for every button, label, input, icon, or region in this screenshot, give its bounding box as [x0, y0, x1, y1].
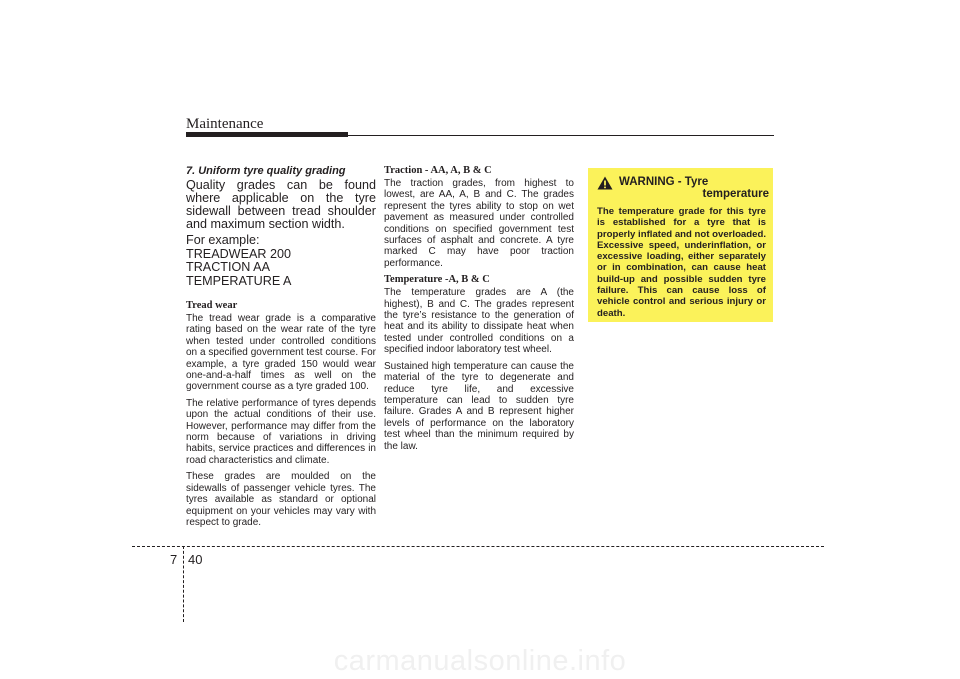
- treadwear-paragraph-3: These grades are moulded on the sidewalls of passenger vehicle tyres. The tyres available as standard or optional equipment on your vehicles may vary with respect to grade.: [186, 471, 376, 528]
- example-line-treadwear: TREADWEAR 200: [186, 246, 291, 261]
- warning-title: [619, 176, 769, 200]
- section-header-title: Maintenance: [186, 116, 264, 132]
- treadwear-heading: Tread wear: [186, 300, 238, 311]
- traction-heading: Traction - AA, A, B & C: [384, 165, 492, 176]
- footer-dashed-rule: [132, 546, 824, 547]
- example-line-temperature: TEMPERATURE A: [186, 273, 292, 288]
- example-label: For example:: [186, 233, 260, 247]
- middle-column: [384, 165, 574, 457]
- section-title: 7. Uniform tyre quality grading: [186, 165, 346, 177]
- temperature-paragraph-2: Sustained high temperature can cause the material of the tyre to degenerate and reduce tyre life, and excessive temperature can lead to sudden tyre failure. Grades A and B represent higher levels of performance on the laboratory test wheel than the minimum required by the law.: [384, 360, 574, 452]
- traction-paragraph: The traction grades, from highest to lowest, are AA, A, B and C. The grades represent the tyres ability to stop on wet pavement as measured under controlled conditions on specified government test surfaces of asphalt and concrete. A tyre marked C may have poor traction performance.: [384, 178, 574, 269]
- left-column: [186, 165, 376, 533]
- warning-title-line-2: temperature: [702, 188, 769, 200]
- footer-dashed-divider: [183, 546, 184, 622]
- warning-header: [597, 176, 769, 206]
- watermark: carmanualsonline.info: [333, 645, 627, 677]
- treadwear-paragraph-2: The relative performance of tyres depends upon the actual conditions of their use. However, performance may differ from the norm because of variations in driving habits, service practices and differences in road characteristics and climate.: [186, 397, 376, 466]
- warning-body: The temperature grade for this tyre is established for a tyre that is properly inflated and not overloaded. Excessive speed, underinflation, or excessive loading, either separately or in combination, can cause heat build-up and possible sudden tyre failure. This can cause loss of vehicle control and serious injury or death.: [597, 206, 766, 319]
- temperature-heading: Temperature -A, B & C: [384, 274, 490, 286]
- page-number: 40: [188, 552, 203, 567]
- warning-title-line-1: WARNING - Tyre: [619, 176, 709, 188]
- warning-triangle-icon: [597, 176, 613, 190]
- treadwear-paragraph-1: The tread wear grade is a comparative rating based on the wear rate of the tyre when tested under controlled conditions on a specified government test course. For example, a tyre graded 150 would wear one-and-a-half times as well on the government course as a tyre graded 100.: [186, 313, 376, 393]
- header-rule-thin: [186, 135, 774, 136]
- warning-box: [588, 168, 773, 322]
- intro-paragraph: Quality grades can be found where applicable on the tyre sidewall between tread shoulder and maximum section width.: [186, 178, 376, 231]
- example-line-traction: TRACTION AA: [186, 260, 270, 274]
- temperature-paragraph-1: The temperature grades are A (the highest), B and C. The grades represent the tyre’s resistance to the generation of heat and its ability to dissipate heat when tested under controlled conditions on a specified indoor laboratory test wheel.: [384, 287, 574, 356]
- chapter-number: 7: [170, 552, 178, 567]
